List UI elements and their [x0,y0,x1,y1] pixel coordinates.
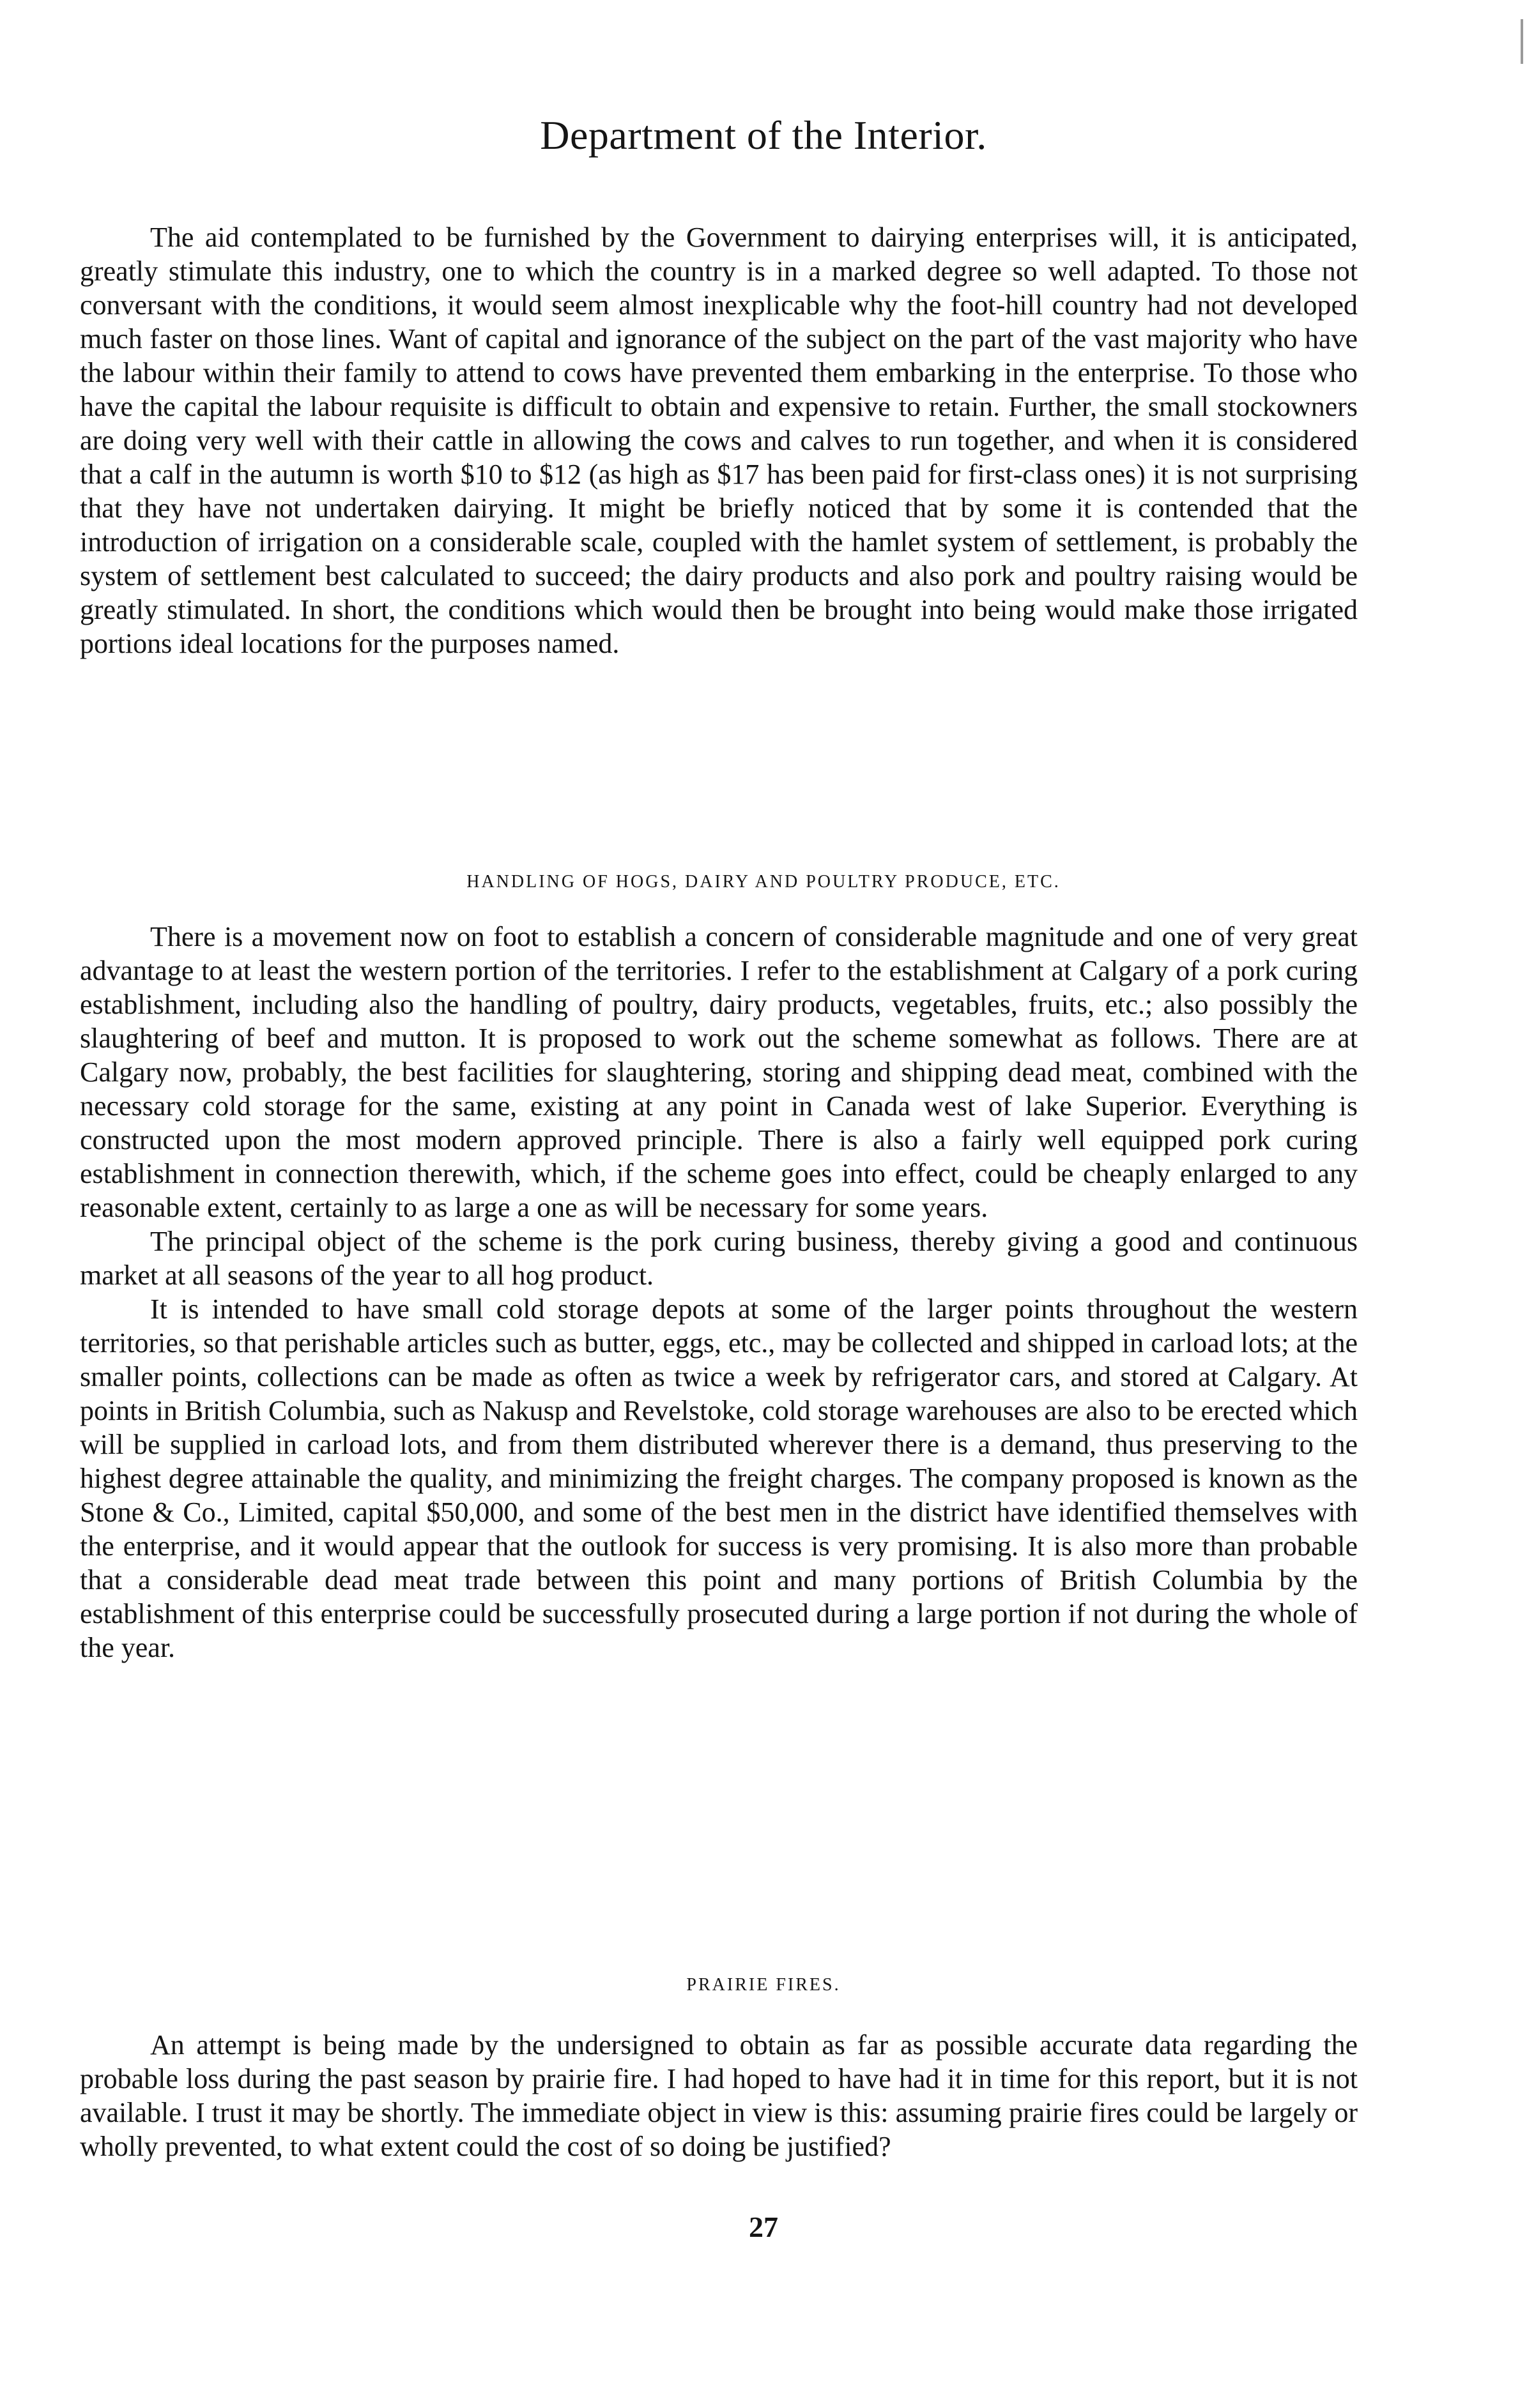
paragraph: An attempt is being made by the undersigned to obtain as far as possible accurate data regarding the probable loss during the past season by prairie fire. I had hoped to have had it in time for this report, but it is not available. I trust it may be shortly. The immediate object in view is this: assuming prairie fires could be largely or wholly prevented, to what extent could the cost of so doing be justified? [80,2029,1358,2162]
scan-edge-mark [1521,19,1523,64]
paragraph: The principal object of the scheme is the pork curing business, thereby giving a good and continuous market at all seasons of the year to all hog product. [80,1226,1358,1291]
paragraph: The aid contemplated to be furnished by the Government to dairying enterprises will, it is anticipated, greatly stimulate this industry, one to which the country is in a marked degree so well adapted. To those not conversant with the conditions, it would seem almost inexplicable why the foot-hill country had not developed much faster on those lines. Want of capital and ignorance of the subject on the part of the vast majority who have the labour within their family to attend to cows have prevented them embarking in the enterprise. To those who have the capital the labour requisite is difficult to obtain and expensive to retain. Further, the small stockowners are doing very well with their cattle in allowing the cows and calves to run together, and when it is considered that a calf in the autumn is worth $10 to $12 (as high as $17 has been paid for first-class ones) it is not surprising that they have not undertaken dairying. It might be briefly noticed that by some it is contended that the introduction of irrigation on a considerable scale, coupled with the hamlet system of settlement, is probably the system of settlement best calculated to succeed; the dairy products and also pork and poultry raising would be greatly stimulated. In short, the conditions which would then be brought into being would make those irrigated portions ideal locations for the purposes named. [80,222,1358,659]
section-heading-hogs: HANDLING OF HOGS, DAIRY AND POULTRY PRODUCE, ETC. [466,872,1061,892]
fires-section [80,2028,1358,2163]
paragraph: There is a movement now on foot to establish a concern of considerable magnitude and one of very great advantage to at least the western portion of the territories. I refer to the establishment at Calgary of a pork curing establishment, including also the handling of poultry, dairy products, vegetables, fruits, etc.; also possibly the slaughtering of beef and mutton. It is proposed to work out the scheme somewhat as follows. There are at Calgary now, probably, the best facilities for slaughtering, storing and shipping dead meat, combined with the necessary cold storage for the same, existing at any point in Canada west of lake Superior. Everything is constructed upon the most modern approved principle. There is also a fairly well equipped pork curing establishment in connection therewith, which, if the scheme goes into effect, could be cheaply enlarged to any reasonable extent, certainly to as large a one as will be necessary for some years. [80,921,1358,1223]
section-heading-fires: PRAIRIE FIRES. [686,1975,841,1995]
hogs-section [80,920,1358,1665]
dairy-section [80,220,1358,660]
page-header: Department of the Interior. [540,112,987,158]
paragraph: It is intended to have small cold storage depots at some of the larger points throughout the western territories, so that perishable articles such as butter, eggs, etc., may be collected and shipped in carload lots; at the smaller points, collections can be made as often as twice a week by refrigerator cars, and stored at Calgary. At points in British Columbia, such as Nakusp and Revelstoke, cold storage warehouses are also to be erected which will be supplied in carload lots, and from them distributed wherever there is a demand, thus preserving to the highest degree attainable the quality, and minimizing the freight charges. The company proposed is known as the Stone & Co., Limited, capital $50,000, and some of the best men in the district have identified themselves with the enterprise, and it would appear that the outlook for success is very promising. It is also more than probable that a considerable dead meat trade between this point and many portions of British Columbia by the establishment of this enterprise could be successfully prosecuted during a large portion if not during the whole of the year. [80,1293,1358,1663]
page-number: 27 [749,2211,778,2243]
